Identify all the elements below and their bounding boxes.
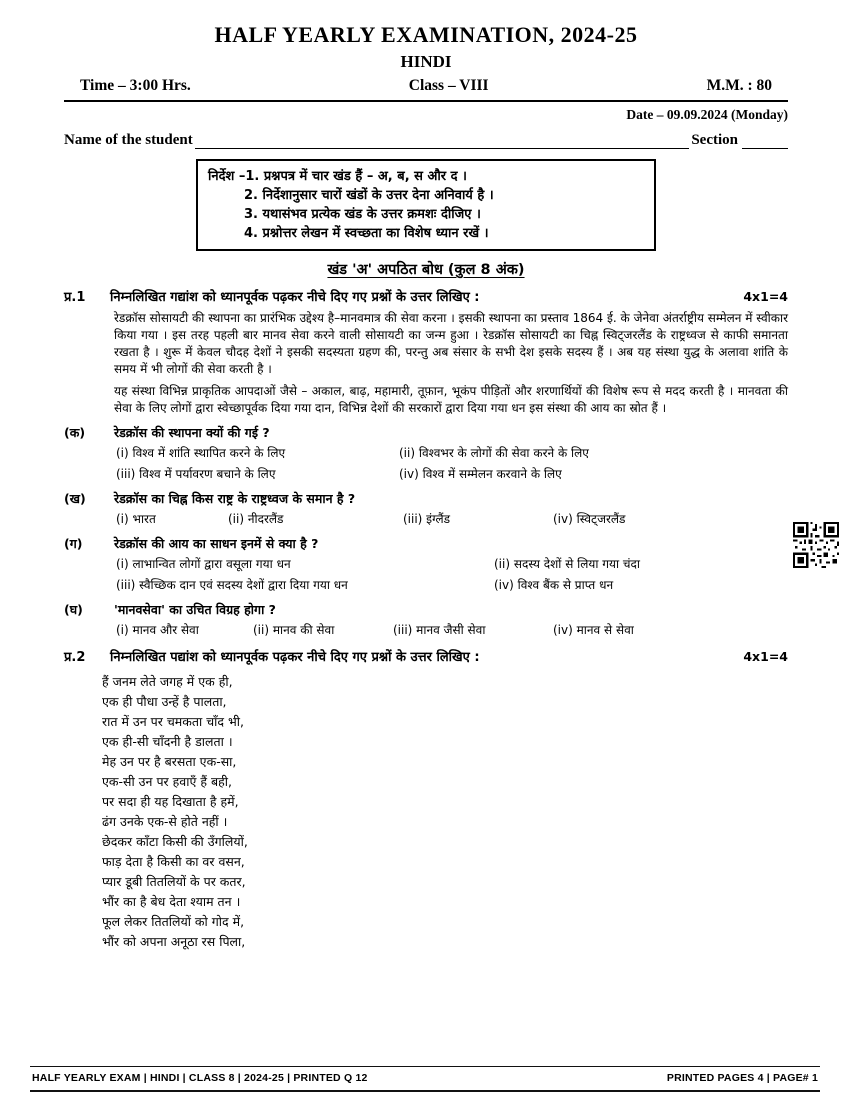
footer-right-text: PRINTED PAGES 4 | PAGE# 1	[666, 1072, 818, 1084]
option: (iv) स्विट्जरलैंड	[553, 512, 626, 526]
poem-line: एक-सी उन पर हवाएँ हैं बही,	[102, 774, 232, 789]
subquestion-kha-options	[116, 511, 788, 528]
option: (iii) स्वैच्छिक दान एवं सदस्य देशों द्वारा दिया गया धन	[116, 578, 348, 592]
instruction-item: 2. निर्देशानुसार चारों खंडों के उत्तर देना अनिवार्य है ।	[244, 188, 494, 203]
option: (iii) विश्व में पर्यावरण बचाने के लिए	[116, 467, 276, 481]
poem-line: फूल लेकर तितलियों को गोद में,	[102, 914, 245, 929]
subquestion-ka	[64, 424, 788, 441]
option: (iv) विश्व में सम्मेलन करवाने के लिए	[399, 467, 562, 481]
subquestion-kha	[64, 490, 788, 507]
student-name-line	[64, 132, 788, 149]
section-a-heading: खंड 'अ' अपठित बोध (कुल 8 अंक)	[327, 262, 525, 278]
subquestion-gha-text: 'मानवसेवा' का उचित विग्रह होगा ?	[114, 602, 276, 617]
section-label: Section	[691, 132, 738, 148]
subquestion-kha-label: (ख)	[64, 491, 86, 506]
name-blank-line	[195, 134, 690, 149]
meta-row	[64, 77, 788, 95]
page-title: HALF YEARLY EXAMINATION, 2024-25	[214, 22, 638, 47]
question-1-header	[64, 287, 788, 305]
page-footer	[30, 1066, 820, 1092]
option: (iv) विश्व बैंक से प्राप्त धन	[494, 578, 614, 592]
footer-left-text: HALF YEARLY EXAM | HINDI | CLASS 8 | 2024-25 | PRINTED Q 12	[32, 1072, 368, 1084]
option: (iii) इंग्लैंड	[403, 512, 450, 526]
subquestion-ga-label: (ग)	[64, 536, 83, 551]
option: (i) भारत	[116, 512, 156, 526]
subquestion-ka-options	[116, 445, 788, 483]
qr-code-icon	[793, 522, 839, 568]
poem-line: रात में उन पर चमकता चाँद भी,	[102, 714, 244, 729]
question-2-text: निम्नलिखित पद्यांश को ध्यानपूर्वक पढ़कर नीचे दिए गए प्रश्नों के उत्तर लिखिए :	[110, 650, 480, 665]
subquestion-gha-label: (घ)	[64, 602, 83, 617]
poem-line: भौंर को अपना अनूठा रस पिला,	[102, 934, 246, 949]
question-2-header	[64, 647, 788, 665]
poem-line: हैं जनम लेते जगह में एक ही,	[102, 674, 233, 689]
poem-line: मेह उन पर है बरसता एक-सा,	[102, 754, 237, 769]
option: (ii) नीदरलैंड	[228, 512, 284, 526]
max-marks-label: M.M. : 80	[706, 77, 772, 94]
subquestion-ga-options	[116, 556, 788, 594]
poem-line: प्यार डूबी तितलियों के पर कतर,	[102, 874, 246, 889]
poem-line: छेदकर काँटा किसी की उँगलियों,	[102, 834, 248, 849]
question-1-number: प्र.1	[64, 290, 86, 305]
option: (ii) मानव की सेवा	[253, 623, 335, 637]
instruction-item: 3. यथासंभव प्रत्येक खंड के उत्तर क्रमशः दीजिए ।	[244, 207, 481, 222]
poem-line: ढंग उनके एक-से होते नहीं ।	[102, 814, 228, 829]
question-1-marks: 4x1=4	[743, 289, 788, 304]
option: (ii) सदस्य देशों से लिया गया चंदा	[494, 557, 641, 571]
subquestion-ka-label: (क)	[64, 425, 86, 440]
instructions-box	[196, 159, 656, 251]
poem-passage	[102, 672, 788, 952]
passage-paragraph-1: रेडक्रॉस सोसायटी की स्थापना का प्रारंभिक उद्देश्य है–मानवमात्र की सेवा करना । इसकी स्थापना का प्रस्ताव 1864 ई. के जेनेवा अंतर्राष्ट्रीय सम्मेलन में स्वीकार किया गया । इस तरह पहली बार मानव सेवा करने वाली सोसायटी का जन्म हुआ । रेडक्रॉस सोसायटी का चिह्न स्विट्जरलैंड के राष्ट्रध्वज से काफी समानता रखता है । शुरू में केवल चौदह देशों ने इसकी सदस्यता ग्रहण की, परन्तु अब संसार के सभी देश इसके सदस्य हैं । अब यह संस्था युद्ध के अलावा शांति के समय में भी लोगों की सेवा करती है ।	[114, 311, 788, 376]
option: (i) मानव और सेवा	[116, 623, 199, 637]
subquestion-ga	[64, 535, 788, 552]
date-label: Date – 09.09.2024 (Monday)	[626, 107, 788, 122]
passage-paragraph-2: यह संस्था विभिन्न प्राकृतिक आपदाओं जैसे – अकाल, बाढ़, महामारी, तूफ़ान, भूकंप पीड़ितों और शरणार्थियों की विशेष रूप से मदद करती है । मानवता की सेवा के लिए लोगों द्वारा स्वेच्छापूर्वक दिया गया दान, विभिन्न देशों की सरकारों द्वारा दिया गया धन इस संस्था की आय का स्रोत हैं ।	[114, 384, 788, 415]
poem-line: फाड़ देता है किसी का वर वसन,	[102, 854, 245, 869]
poem-line: पर सदा ही यह दिखाता है हमें,	[102, 794, 239, 809]
option: (iv) मानव से सेवा	[553, 623, 634, 637]
option: (i) विश्व में शांति स्थापित करने के लिए	[116, 446, 286, 460]
question-2-number: प्र.2	[64, 650, 86, 665]
header-divider	[64, 100, 788, 102]
subject-title: HINDI	[400, 52, 452, 71]
poem-line: भौंर का है बेध देता श्याम तन ।	[102, 894, 241, 909]
subquestion-kha-text: रेडक्रॉस का चिह्न किस राष्ट्र के राष्ट्रध्वज के समान है ?	[114, 491, 356, 506]
question-2-marks: 4x1=4	[743, 649, 788, 664]
option: (iii) मानव जैसी सेवा	[393, 623, 486, 637]
poem-line: एक ही-सी चाँदनी है डालता ।	[102, 734, 233, 749]
subquestion-gha	[64, 601, 788, 618]
option: (i) लाभान्वित लोगों द्वारा वसूला गया धन	[116, 557, 291, 571]
option: (ii) विश्वभर के लोगों की सेवा करने के लिए	[399, 446, 589, 460]
section-blank-line	[742, 134, 788, 149]
instruction-item: निर्देश –1. प्रश्नपत्र में चार खंड हैं – अ, ब, स और द ।	[208, 169, 467, 184]
class-label: Class – VIII	[408, 77, 489, 94]
name-label: Name of the student	[64, 132, 193, 148]
instruction-item: 4. प्रश्नोत्तर लेखन में स्वच्छता का विशेष ध्यान रखें ।	[244, 226, 489, 241]
subquestion-ga-text: रेडक्रॉस की आय का साधन इनमें से क्या है ?	[114, 536, 319, 551]
time-label: Time – 3:00 Hrs.	[80, 77, 191, 94]
subquestion-gha-options	[116, 622, 788, 639]
question-1-text: निम्नलिखित गद्यांश को ध्यानपूर्वक पढ़कर नीचे दिए गए प्रश्नों के उत्तर लिखिए :	[110, 290, 480, 305]
subquestion-ka-text: रेडक्रॉस की स्थापना क्यों की गई ?	[114, 425, 270, 440]
poem-line: एक ही पौधा उन्हें है पालता,	[102, 694, 227, 709]
